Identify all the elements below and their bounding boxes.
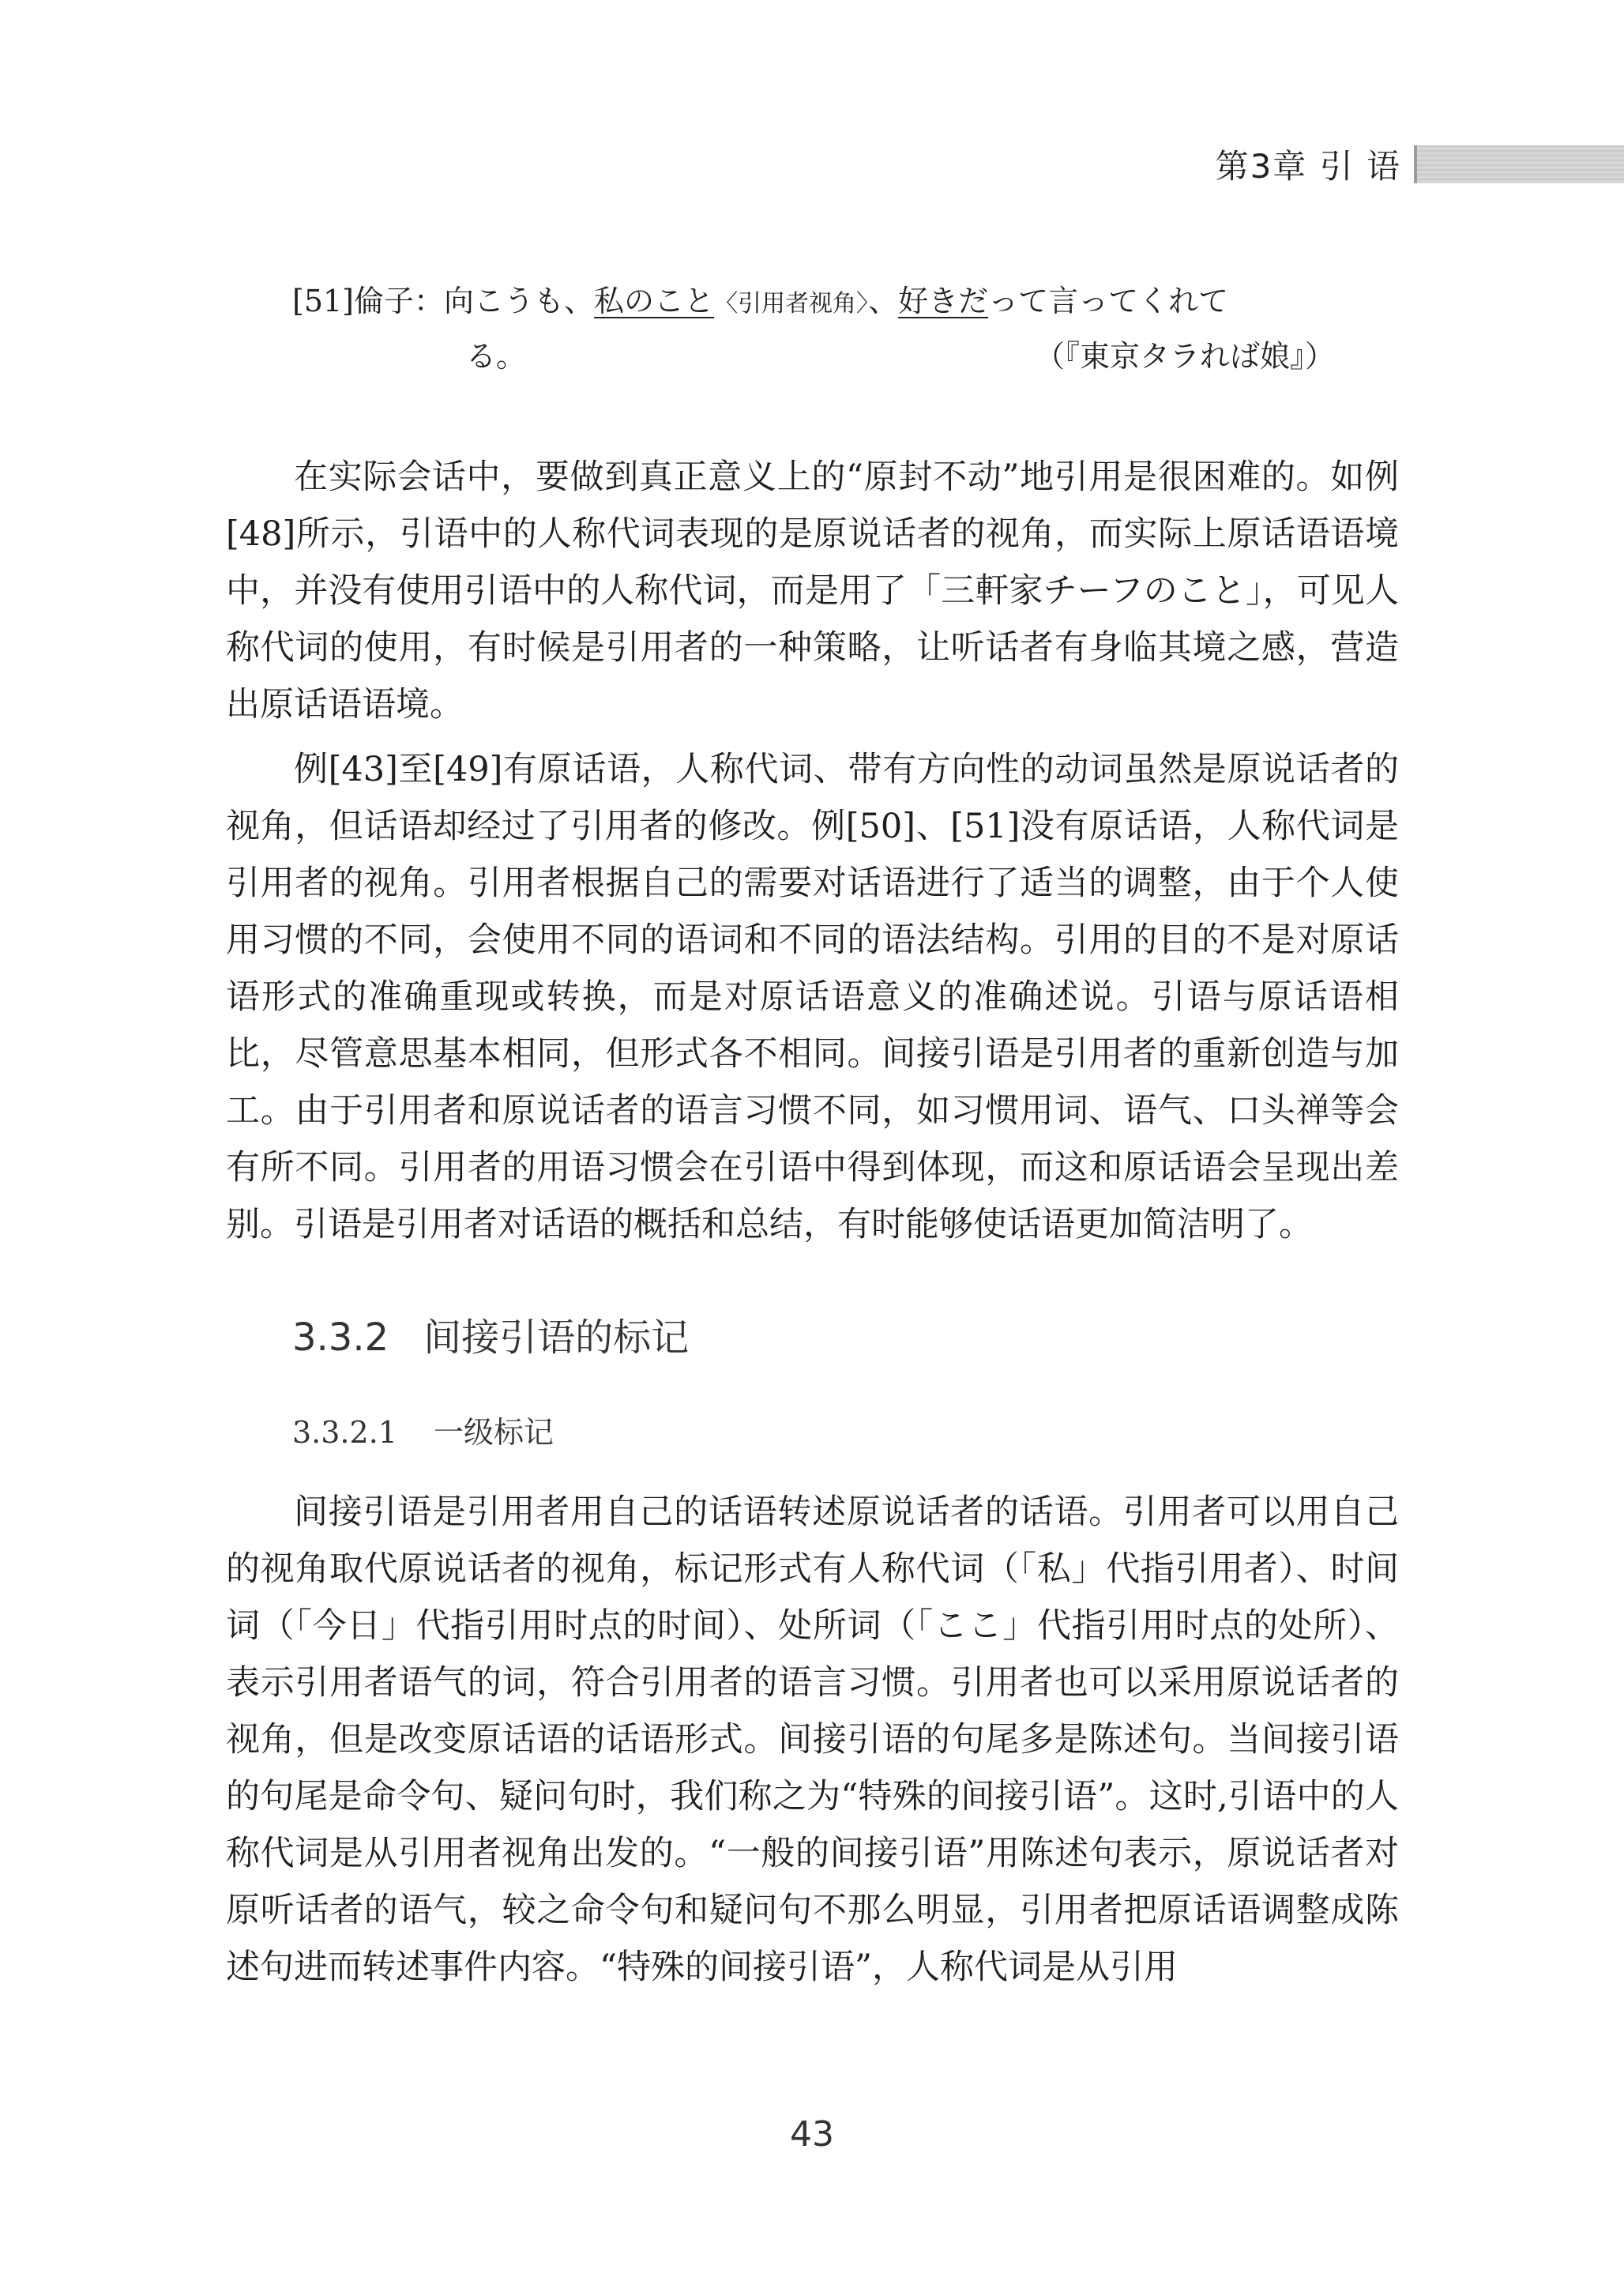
subsection-number: 3.3.2.1 — [292, 1415, 397, 1450]
body-paragraph: 例[43]至[49]有原话语，人称代词、带有方向性的动词虽然是原说话者的视角，但话语却经过了引用者的修改。例[50]、[51]没有原话语，人称代词是引用者的视角。引用者根据自己的需要对话语进行了适当的调整，由于个人使用习惯的不同，会使用不同的语词和不同的语法结构。引用的目的不是对原话语形式的准确重现或转换，而是对原话语意义的准确述说。引语与原话语相比，尽管意思基本相同，但形式各不相同。间接引语是引用者的重新创造与加工。由于引用者和原说话者的语言习惯不同，如习惯用词、语气、口头禅等会有所不同。引用者的用语习惯会在引语中得到体现，而这和原话语会呈现出差别。引语是引用者对话语的概括和总结，有时能够使话语更加简洁明了。 — [226, 750, 1399, 1244]
body-paragraph: 间接引语是引用者用自己的话语转述原说话者的话语。引用者可以用自己的视角取代原说话者的视角，标记形式有人称代词（「私」代指引用者）、时间词（「今日」代指引用时点的时间）、处所词（「ここ」代指引用时点的处所）、表示引用者语气的词，符合引用者的语言习惯。引用者也可以采用原说话者的视角，但是改变原话语的话语形式。间接引语的句尾多是陈述句。当间接引语的句尾是命令句、疑问句时，我们称之为“特殊的间接引语”。这时,引语中的人称代词是从引用者视角出发的。“一般的间接引语”用陈述句表示，原说话者对原听话者的语气，较之命令句和疑问句不那么明显，引用者把原话语调整成陈述句进而转述事件内容。“特殊的间接引语”，人称代词是从引用 — [226, 1492, 1399, 1987]
example-source: （『東京タラれば娘』） — [1035, 339, 1336, 374]
chapter-title: 第3章 引 语 — [1215, 147, 1401, 186]
body-paragraph: 在实际会话中，要做到真正意义上的“原封不动”地引用是很困难的。如例[48]所示，引语中的人称代词表现的是原说话者的视角，而实际上原话语语境中，并没有使用引语中的人称代词，而是用了「三軒家チーフのこと」，可见人称代词的使用，有时候是引用者的一种策略，让听话者有身临其境之感，营造出原话语语境。 — [226, 457, 1399, 724]
example-line-2: る。 — [466, 339, 527, 374]
underlined-phrase-2: 好きだ — [898, 284, 989, 318]
example-text-b: 、 — [868, 284, 899, 318]
subsection-heading — [292, 1408, 554, 1451]
header-decoration-bar — [1414, 145, 1624, 183]
section-heading — [292, 1307, 689, 1361]
perspective-note: 〈引用者视角〉 — [714, 290, 869, 318]
example-text-a: 向こうも、 — [444, 284, 595, 318]
section-number: 3.3.2 — [292, 1315, 389, 1360]
example-speaker: 倫子： — [354, 284, 445, 318]
example-text-c: って言ってくれて — [988, 284, 1229, 318]
page-number: 43 — [790, 2114, 834, 2155]
section-title: 间接引语的标记 — [423, 1315, 690, 1360]
subsection-title: 一级标记 — [433, 1415, 554, 1450]
example-line-1 — [292, 277, 1228, 320]
example-label: [51] — [292, 284, 355, 318]
running-header — [0, 136, 1624, 191]
underlined-phrase-1: 私のこと — [594, 284, 715, 318]
